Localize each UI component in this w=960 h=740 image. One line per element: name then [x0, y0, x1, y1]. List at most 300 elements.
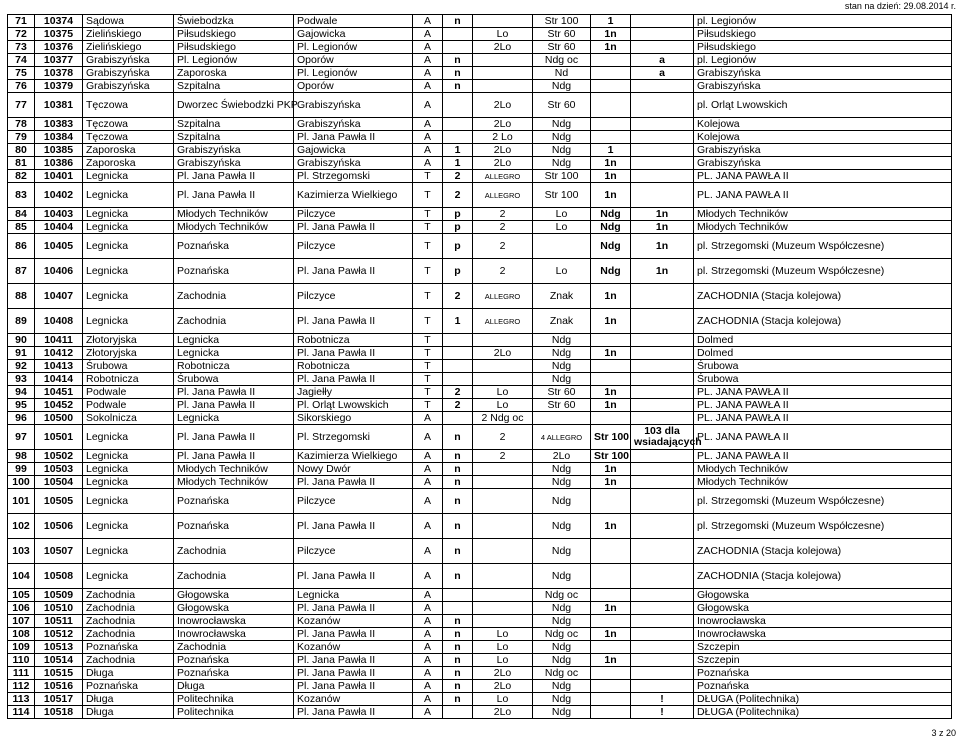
type-cell: A	[413, 589, 443, 602]
street-cell: Zachodnia	[83, 628, 174, 641]
stop-name-cell: Grabiszyńska	[174, 144, 294, 157]
table-row	[8, 208, 952, 221]
code-b-cell: Znak	[533, 309, 591, 334]
table-row	[8, 450, 952, 463]
code-b-cell: Ndg oc	[533, 628, 591, 641]
street-cell: Zachodnia	[83, 615, 174, 628]
row-number-cell: 106	[8, 602, 35, 615]
note-cell	[631, 93, 694, 118]
row-number-cell: 77	[8, 93, 35, 118]
destination-cell: Piłsudskiego	[694, 28, 952, 41]
table-row	[8, 80, 952, 93]
stop-name-cell: Legnicka	[174, 347, 294, 360]
code-a-cell: Lo	[473, 641, 533, 654]
table-row	[8, 334, 952, 347]
direction-cell: Pl. Jana Pawła II	[294, 131, 413, 144]
code-b-cell: Str 100	[533, 170, 591, 183]
direction-cell: Podwale	[294, 15, 413, 28]
code-a-cell	[473, 360, 533, 373]
stop-id-cell: 10500	[35, 412, 83, 425]
flag-cell: n	[443, 476, 473, 489]
type-cell: A	[413, 131, 443, 144]
direction-cell: Nowy Dwór	[294, 463, 413, 476]
code-b-cell	[533, 412, 591, 425]
table-row	[8, 680, 952, 693]
street-cell: Legnicka	[83, 514, 174, 539]
direction-cell: Pl. Jana Pawła II	[294, 221, 413, 234]
stop-name-cell: Młodych Techników	[174, 208, 294, 221]
stop-name-cell: Legnicka	[174, 334, 294, 347]
flag-cell: 1	[443, 309, 473, 334]
type-cell: T	[413, 284, 443, 309]
destination-cell: ZACHODNIA (Stacja kolejowa)	[694, 309, 952, 334]
street-cell: Śrubowa	[83, 360, 174, 373]
row-number-cell: 107	[8, 615, 35, 628]
code-c-cell: 1	[591, 15, 631, 28]
row-number-cell: 104	[8, 564, 35, 589]
type-cell: T	[413, 208, 443, 221]
stop-id-cell: 10404	[35, 221, 83, 234]
code-b-cell: Str 100	[533, 15, 591, 28]
table-body	[8, 15, 952, 719]
code-c-cell	[591, 360, 631, 373]
table-row	[8, 28, 952, 41]
row-number-cell: 74	[8, 54, 35, 67]
code-b-cell	[533, 234, 591, 259]
row-number-cell: 97	[8, 425, 35, 450]
code-b-cell: Ndg	[533, 144, 591, 157]
flag-cell: n	[443, 654, 473, 667]
note-cell	[631, 450, 694, 463]
row-number-cell: 71	[8, 15, 35, 28]
destination-cell: pl. Strzegomski (Muzeum Współczesne)	[694, 234, 952, 259]
code-b-cell: Str 60	[533, 93, 591, 118]
code-c-cell	[591, 539, 631, 564]
row-number-cell: 83	[8, 183, 35, 208]
note-cell	[631, 334, 694, 347]
code-b-cell: Ndg	[533, 80, 591, 93]
type-cell: T	[413, 360, 443, 373]
destination-cell: pl. Strzegomski (Muzeum Współczesne)	[694, 514, 952, 539]
street-cell: Długa	[83, 693, 174, 706]
table-row	[8, 654, 952, 667]
street-cell: Tęczowa	[83, 118, 174, 131]
destination-cell: DŁUGA (Politechnika)	[694, 706, 952, 719]
street-cell: Legnicka	[83, 450, 174, 463]
code-a-cell: 2Lo	[473, 680, 533, 693]
direction-cell: Gajowicka	[294, 28, 413, 41]
flag-cell	[443, 706, 473, 719]
direction-cell: Pl. Jana Pawła II	[294, 373, 413, 386]
stop-name-cell: Zaporoska	[174, 67, 294, 80]
stop-name-cell: Młodych Techników	[174, 463, 294, 476]
destination-cell: Kolejowa	[694, 118, 952, 131]
code-a-cell: 2	[473, 208, 533, 221]
destination-cell: Młodych Techników	[694, 476, 952, 489]
destination-cell: Szczepin	[694, 654, 952, 667]
type-cell: T	[413, 386, 443, 399]
code-b-cell: Ndg	[533, 693, 591, 706]
street-cell: Legnicka	[83, 284, 174, 309]
direction-cell: Robotnicza	[294, 360, 413, 373]
stop-name-cell: Poznańska	[174, 489, 294, 514]
code-b-cell: Ndg	[533, 373, 591, 386]
flag-cell	[443, 334, 473, 347]
street-cell: Zielińskiego	[83, 41, 174, 54]
street-cell: Podwale	[83, 399, 174, 412]
code-b-cell: Ndg	[533, 641, 591, 654]
code-c-cell: 1n	[591, 476, 631, 489]
direction-cell: Kazimierza Wielkiego	[294, 450, 413, 463]
stop-id-cell: 10384	[35, 131, 83, 144]
stop-name-cell: Poznańska	[174, 259, 294, 284]
street-cell: Legnicka	[83, 309, 174, 334]
type-cell: A	[413, 15, 443, 28]
code-b-cell: Znak	[533, 284, 591, 309]
stop-name-cell: Zachodnia	[174, 284, 294, 309]
street-cell: Długa	[83, 667, 174, 680]
stop-id-cell: 10509	[35, 589, 83, 602]
row-number-cell: 80	[8, 144, 35, 157]
code-c-cell	[591, 680, 631, 693]
destination-cell: Młodych Techników	[694, 463, 952, 476]
destination-cell: PL. JANA PAWŁA II	[694, 183, 952, 208]
destination-cell: PL. JANA PAWŁA II	[694, 450, 952, 463]
stop-name-cell: Poznańska	[174, 234, 294, 259]
stop-id-cell: 10412	[35, 347, 83, 360]
code-a-cell: Lo	[473, 654, 533, 667]
row-number-cell: 102	[8, 514, 35, 539]
direction-cell: Kozanów	[294, 615, 413, 628]
row-number-cell: 110	[8, 654, 35, 667]
flag-cell: n	[443, 564, 473, 589]
type-cell: A	[413, 144, 443, 157]
stop-id-cell: 10402	[35, 183, 83, 208]
code-a-cell: 2	[473, 234, 533, 259]
direction-cell: Gajowicka	[294, 144, 413, 157]
code-b-cell: Str 100	[533, 183, 591, 208]
flag-cell: n	[443, 680, 473, 693]
stop-id-cell: 10507	[35, 539, 83, 564]
flag-cell: n	[443, 628, 473, 641]
flag-cell: 2	[443, 399, 473, 412]
destination-cell: pl. Orląt Lwowskich	[694, 93, 952, 118]
street-cell: Zachodnia	[83, 654, 174, 667]
street-cell: Legnicka	[83, 208, 174, 221]
stop-id-cell: 10502	[35, 450, 83, 463]
note-cell	[631, 131, 694, 144]
note-cell	[631, 680, 694, 693]
street-cell: Legnicka	[83, 463, 174, 476]
code-a-cell	[473, 615, 533, 628]
code-b-cell: Ndg	[533, 539, 591, 564]
table-row	[8, 425, 952, 450]
type-cell: A	[413, 641, 443, 654]
type-cell: T	[413, 347, 443, 360]
street-cell: Zachodnia	[83, 589, 174, 602]
type-cell: T	[413, 183, 443, 208]
destination-cell: pl. Legionów	[694, 15, 952, 28]
destination-cell: Głogowska	[694, 589, 952, 602]
destination-cell: Śrubowa	[694, 360, 952, 373]
destination-cell: Grabiszyńska	[694, 157, 952, 170]
stop-name-cell: Pl. Jana Pawła II	[174, 425, 294, 450]
note-cell	[631, 309, 694, 334]
note-cell	[631, 654, 694, 667]
code-c-cell: 1n	[591, 284, 631, 309]
table-row	[8, 667, 952, 680]
stop-name-cell: Pl. Jana Pawła II	[174, 183, 294, 208]
stop-name-cell: Politechnika	[174, 706, 294, 719]
note-cell	[631, 183, 694, 208]
code-a-cell: 2	[473, 450, 533, 463]
code-b-cell: Str 60	[533, 386, 591, 399]
code-a-cell: 2	[473, 221, 533, 234]
code-a-cell: 2Lo	[473, 157, 533, 170]
flag-cell: n	[443, 641, 473, 654]
type-cell: A	[413, 67, 443, 80]
row-number-cell: 100	[8, 476, 35, 489]
flag-cell: 2	[443, 284, 473, 309]
row-number-cell: 114	[8, 706, 35, 719]
street-cell: Grabiszyńska	[83, 67, 174, 80]
direction-cell: Pl. Jana Pawła II	[294, 602, 413, 615]
code-a-cell	[473, 589, 533, 602]
code-a-cell	[473, 514, 533, 539]
code-c-cell: 1n	[591, 183, 631, 208]
row-number-cell: 85	[8, 221, 35, 234]
code-b-cell: Ndg	[533, 463, 591, 476]
flag-cell: 1	[443, 144, 473, 157]
code-a-cell	[473, 334, 533, 347]
flag-cell: n	[443, 80, 473, 93]
street-cell: Zielińskiego	[83, 28, 174, 41]
type-cell: A	[413, 93, 443, 118]
direction-cell: Pl. Jana Pawła II	[294, 628, 413, 641]
direction-cell: Pilczyce	[294, 489, 413, 514]
destination-cell: ZACHODNIA (Stacja kolejowa)	[694, 564, 952, 589]
destination-cell: Grabiszyńska	[694, 80, 952, 93]
destination-cell: Dolmed	[694, 334, 952, 347]
note-cell	[631, 399, 694, 412]
stops-table	[7, 14, 952, 719]
note-cell	[631, 347, 694, 360]
stop-name-cell: Pl. Legionów	[174, 54, 294, 67]
row-number-cell: 78	[8, 118, 35, 131]
flag-cell: n	[443, 489, 473, 514]
table-row	[8, 221, 952, 234]
destination-cell: PL. JANA PAWŁA II	[694, 399, 952, 412]
table-row	[8, 118, 952, 131]
type-cell: A	[413, 41, 443, 54]
stop-id-cell: 10414	[35, 373, 83, 386]
destination-cell: ZACHODNIA (Stacja kolejowa)	[694, 539, 952, 564]
code-c-cell	[591, 615, 631, 628]
direction-cell: Pl. Legionów	[294, 67, 413, 80]
type-cell: A	[413, 28, 443, 41]
direction-cell: Pl. Jana Pawła II	[294, 309, 413, 334]
stop-id-cell: 10408	[35, 309, 83, 334]
stop-name-cell: Zachodnia	[174, 539, 294, 564]
flag-cell: p	[443, 259, 473, 284]
code-c-cell: Ndg	[591, 259, 631, 284]
row-number-cell: 109	[8, 641, 35, 654]
street-cell: Tęczowa	[83, 93, 174, 118]
type-cell: A	[413, 564, 443, 589]
table-row	[8, 602, 952, 615]
code-b-cell: Ndg	[533, 157, 591, 170]
code-c-cell: 1n	[591, 28, 631, 41]
code-a-cell	[473, 67, 533, 80]
direction-cell: Pilczyce	[294, 284, 413, 309]
street-cell: Sokolnicza	[83, 412, 174, 425]
code-b-cell: Ndg	[533, 131, 591, 144]
stop-name-cell: Zachodnia	[174, 641, 294, 654]
type-cell: A	[413, 667, 443, 680]
stop-id-cell: 10514	[35, 654, 83, 667]
code-c-cell: 1n	[591, 309, 631, 334]
stop-name-cell: Inowrocławska	[174, 615, 294, 628]
destination-cell: Inowrocławska	[694, 628, 952, 641]
code-c-cell: 1n	[591, 602, 631, 615]
code-b-cell: 2Lo	[533, 450, 591, 463]
row-number-cell: 111	[8, 667, 35, 680]
destination-cell: Dolmed	[694, 347, 952, 360]
direction-cell: Grabiszyńska	[294, 118, 413, 131]
type-cell: T	[413, 234, 443, 259]
type-cell: A	[413, 476, 443, 489]
type-cell: A	[413, 80, 443, 93]
flag-cell: n	[443, 450, 473, 463]
flag-cell: n	[443, 425, 473, 450]
code-c-cell	[591, 489, 631, 514]
stop-name-cell: Długa	[174, 680, 294, 693]
code-a-cell	[473, 373, 533, 386]
street-cell: Grabiszyńska	[83, 80, 174, 93]
row-number-cell: 82	[8, 170, 35, 183]
code-b-cell: 4 ALLEGRO	[533, 425, 591, 450]
stop-id-cell: 10451	[35, 386, 83, 399]
type-cell: T	[413, 399, 443, 412]
street-cell: Tęczowa	[83, 131, 174, 144]
row-number-cell: 95	[8, 399, 35, 412]
note-cell: 1n	[631, 234, 694, 259]
stop-id-cell: 10407	[35, 284, 83, 309]
stop-name-cell: Szpitalna	[174, 118, 294, 131]
row-number-cell: 92	[8, 360, 35, 373]
code-a-cell: 2Lo	[473, 118, 533, 131]
code-c-cell: Ndg	[591, 221, 631, 234]
code-c-cell: Str 100	[591, 450, 631, 463]
row-number-cell: 93	[8, 373, 35, 386]
code-a-cell	[473, 564, 533, 589]
type-cell: A	[413, 514, 443, 539]
type-cell: A	[413, 693, 443, 706]
code-c-cell	[591, 80, 631, 93]
row-number-cell: 76	[8, 80, 35, 93]
destination-cell: Młodych Techników	[694, 221, 952, 234]
flag-cell: n	[443, 667, 473, 680]
code-a-cell: ALLEGRO	[473, 170, 533, 183]
stop-id-cell: 10405	[35, 234, 83, 259]
flag-cell: n	[443, 15, 473, 28]
type-cell: T	[413, 221, 443, 234]
street-cell: Podwale	[83, 386, 174, 399]
destination-cell: pl. Strzegomski (Muzeum Współczesne)	[694, 489, 952, 514]
flag-cell: p	[443, 208, 473, 221]
code-c-cell	[591, 334, 631, 347]
direction-cell: Oporów	[294, 80, 413, 93]
stop-id-cell: 10376	[35, 41, 83, 54]
table-row	[8, 93, 952, 118]
direction-cell: Kozanów	[294, 693, 413, 706]
code-c-cell: Ndg	[591, 234, 631, 259]
direction-cell: Pl. Jana Pawła II	[294, 347, 413, 360]
stop-id-cell: 10413	[35, 360, 83, 373]
code-b-cell: Ndg	[533, 347, 591, 360]
stop-id-cell: 10378	[35, 67, 83, 80]
type-cell: A	[413, 489, 443, 514]
stop-name-cell: Robotnicza	[174, 360, 294, 373]
note-cell: !	[631, 706, 694, 719]
code-b-cell: Ndg	[533, 654, 591, 667]
street-cell: Legnicka	[83, 476, 174, 489]
stop-name-cell: Pl. Jana Pawła II	[174, 386, 294, 399]
street-cell: Poznańska	[83, 680, 174, 693]
note-cell	[631, 412, 694, 425]
code-c-cell: 1n	[591, 463, 631, 476]
note-cell	[631, 539, 694, 564]
code-c-cell: Str 100	[591, 425, 631, 450]
table-row	[8, 183, 952, 208]
code-c-cell: 1n	[591, 157, 631, 170]
code-c-cell: 1n	[591, 347, 631, 360]
street-cell: Legnicka	[83, 259, 174, 284]
stop-id-cell: 10381	[35, 93, 83, 118]
code-b-cell: Ndg	[533, 706, 591, 719]
stop-id-cell: 10383	[35, 118, 83, 131]
type-cell: A	[413, 54, 443, 67]
type-cell: T	[413, 373, 443, 386]
stop-id-cell: 10501	[35, 425, 83, 450]
code-a-cell	[473, 539, 533, 564]
table-row	[8, 386, 952, 399]
direction-cell: Robotnicza	[294, 334, 413, 347]
code-b-cell: Ndg	[533, 489, 591, 514]
stop-id-cell: 10505	[35, 489, 83, 514]
stop-id-cell: 10511	[35, 615, 83, 628]
note-cell	[631, 373, 694, 386]
code-b-cell: Lo	[533, 221, 591, 234]
code-a-cell: 2Lo	[473, 144, 533, 157]
code-c-cell	[591, 667, 631, 680]
note-cell: 1n	[631, 221, 694, 234]
direction-cell: Pl. Orląt Lwowskich	[294, 399, 413, 412]
table-row	[8, 360, 952, 373]
note-cell: !	[631, 693, 694, 706]
stop-name-cell: Śrubowa	[174, 373, 294, 386]
stop-id-cell: 10375	[35, 28, 83, 41]
code-c-cell: 1n	[591, 654, 631, 667]
flag-cell: p	[443, 234, 473, 259]
table-row	[8, 564, 952, 589]
flag-cell	[443, 118, 473, 131]
code-a-cell: ALLEGRO	[473, 183, 533, 208]
note-cell	[631, 602, 694, 615]
type-cell: T	[413, 334, 443, 347]
stop-id-cell: 10379	[35, 80, 83, 93]
code-a-cell	[473, 54, 533, 67]
